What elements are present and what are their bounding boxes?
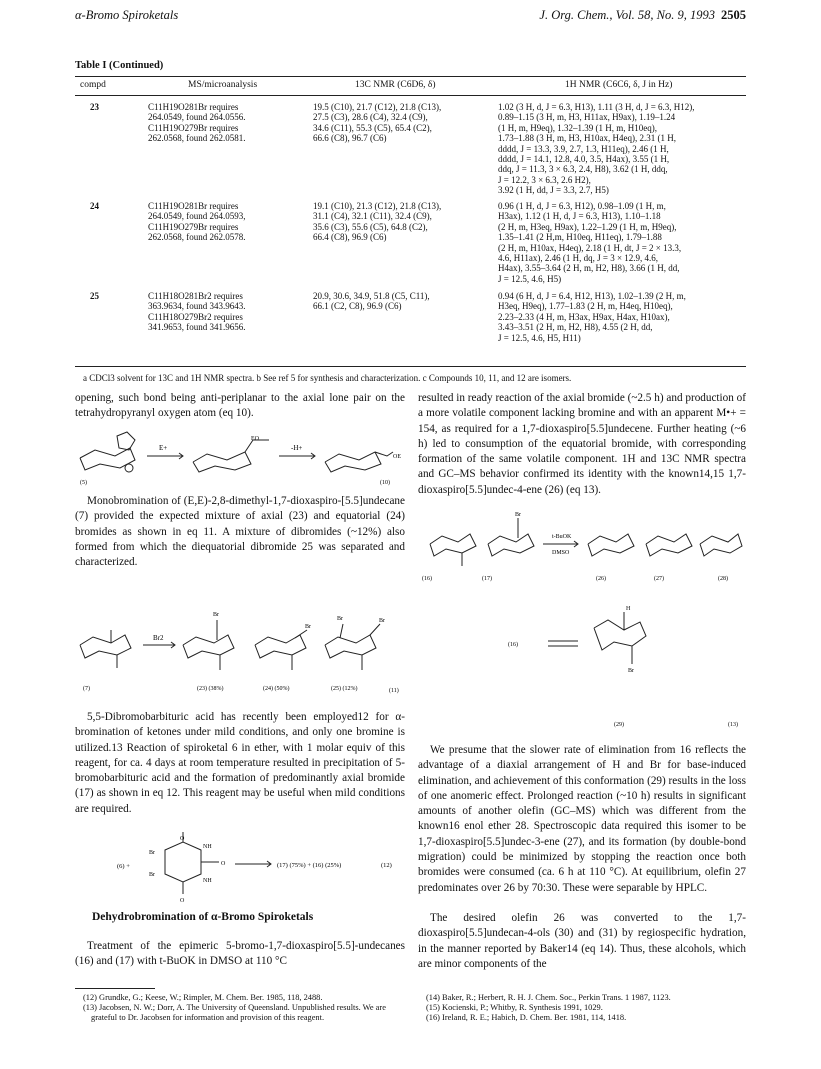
br-label: Br xyxy=(628,668,634,674)
compound-label: (16) xyxy=(422,576,432,582)
dibromide-structure xyxy=(325,635,376,658)
bromide-17-structure xyxy=(488,534,534,556)
br-label: Br xyxy=(213,612,219,618)
compound-label: (23) (38%) xyxy=(197,686,224,692)
axial-bromide-structure xyxy=(183,635,234,658)
reference-item: (13) Jacobsen, N. W.; Dorr, A. The University of Queensland. Unpublished results. We are grateful to Dr. Jacobsen for information and provision of this reagent. xyxy=(83,1003,386,1022)
paragraph-text: opening, such bond being anti-periplanar to the axial lone pair on the tetrahydropyranyl oxygen atom (eq 10). xyxy=(75,392,405,420)
left-para-2 xyxy=(75,494,405,570)
page-number: 2505 xyxy=(721,8,746,22)
h1-cell: 0.96 (1 H, d, J = 6.3, H12), 0.98–1.09 (1 H, m, H3ax), 1.12 (1 H, d, J = 6.3, H13), 1.10–1.18 (2 H, m, H3eq, H9ax), 1.22–1.29 (1 H, m, H9eq), 1.35–1.41 (2 H,m, H10eq, H11eq), 1.79–1.88 (2 H, m, H10ax, H4eq), 2.18 (1 H, dt, J = 2 × 13.3, 4.6, H11ax), 2.46 (1 H, dq, J = 3 × 12.9, 4.6, H4ax), 3.55–3.64 (2 H, m, H2, H8), 3.66 (1 H, dd, J = 12.5, 4.6, H5) xyxy=(498,201,682,284)
br-label: Br xyxy=(149,850,155,856)
oxygen-label: O xyxy=(221,861,226,867)
c13-cell: 19.1 (C10), 21.3 (C12), 21.8 (C13), 31.1 (C4), 32.1 (C11), 32.4 (C9), 35.6 (C3), 55.6 (C5), 64.8 (C2), 66.4 (C8), 96.9 (C6) xyxy=(313,201,442,243)
footnote-rule-left xyxy=(75,988,155,989)
group-label: OE xyxy=(393,454,401,460)
equation-number: (12) xyxy=(381,862,392,869)
nh-label: NH xyxy=(203,844,212,850)
group-label: EO xyxy=(251,436,259,442)
br-label: Br xyxy=(515,512,521,518)
oxygen-label: O xyxy=(180,836,185,842)
col-header-c13: 13C NMR (C6D6, δ) xyxy=(355,80,436,90)
compound-label: (28) xyxy=(718,576,728,582)
ms-cell: C11H19O281Br requires 264.0549, found 264.0556. C11H19O279Br requires 262.0568, found 262.0581. xyxy=(148,102,246,144)
reagent-label: -H+ xyxy=(291,444,303,452)
table-header-rule xyxy=(75,95,746,96)
paragraph-text: Treatment of the epimeric 5-bromo-1,7-dioxaspiro[5.5]-undecanes (16) and (17) with t-BuOK in DMSO at 110 °C xyxy=(75,940,405,968)
paragraph-text: Monobromination of (E,E)-2,8-dimethyl-1,7-dioxaspiro-[5.5]undecane (7) provided the expected mixture of axial (23) and equatorial (24) bromides as shown in eq 11. A mixture of dibromides (~12%) also formed from which the diequatorial dibromide 25 was separated and characterized. xyxy=(75,495,405,569)
c13-cell: 20.9, 30.6, 34.9, 51.8 (C5, C11), 66.1 (C2, C8), 96.9 (C6) xyxy=(313,291,430,312)
reference-item: (14) Baker, R.; Herbert, R. H. J. Chem. Soc., Perkin Trans. 1 1987, 1123. xyxy=(426,993,671,1002)
conformer-29-structure xyxy=(594,620,646,650)
reference-item: (15) Kocienski, P.; Whitby, R. Synthesis 1991, 1029. xyxy=(426,1003,603,1012)
paragraph-text: The desired olefin 26 was converted to the 1,7-dioxaspiro[5.5]undecan-4-ols (30) and (31) by regiospecific hydration, in the manner reported by Baker14 (eq 14). Thus, these alcohols, which are minor components of the xyxy=(418,912,746,970)
reagent-label: Br2 xyxy=(153,634,164,642)
br-label: Br xyxy=(337,616,343,622)
table-bottom-rule xyxy=(75,366,746,367)
left-para-1 xyxy=(75,391,405,422)
compd-id: 25 xyxy=(90,291,99,301)
equation-11-scheme xyxy=(75,600,405,695)
compound-label: (26) xyxy=(596,576,606,582)
c13-cell: 19.5 (C10), 21.7 (C12), 21.8 (C13), 27.5 (C3), 28.6 (C4), 32.4 (C9), 34.6 (C11), 55.3 (C5), 65.4 (C2), 66.6 (C8), 96.7 (C6) xyxy=(313,102,442,144)
compound-label: (25) (12%) xyxy=(331,686,358,692)
equatorial-bromide-structure xyxy=(255,635,306,658)
reference-item: (16) Ireland, R. E.; Habich, D. Chem. Ber. 1981, 114, 1418. xyxy=(426,1013,627,1022)
ms-cell: C11H18O281Br2 requires 363.9634, found 343.9643. C11H18O279Br2 requires 341.9653, found 341.9656. xyxy=(148,291,246,333)
h-label: H xyxy=(626,606,631,612)
ms-cell: C11H19O281Br requires 264.0549, found 264.0593, C11H19O279Br requires 262.0568, found 262.0578. xyxy=(148,201,246,243)
thf-ring-structure xyxy=(117,432,135,450)
equation-13-scheme xyxy=(418,508,746,733)
equation-number: (13) xyxy=(728,722,738,728)
paragraph-text: 5,5-Dibromobarbituric acid has recently been employed12 for α-bromination of ketones under mild conditions, and only one bromine is utilized.13 Reaction of spiroketal 6 in ether, with 1 molar equiv of this reagent, for ca. 4 days at room temperature resulted in precipitation of 5-bromobarbituric acid and the formation of predominantly axial bromide (17) as shown in eq 12. This reagent may be useful when mild conditions are required. xyxy=(75,711,405,815)
right-para-3 xyxy=(418,911,746,972)
compound-label: (27) xyxy=(654,576,664,582)
compd-id: 23 xyxy=(90,102,99,112)
col-header-compd: compd xyxy=(80,80,106,90)
journal-citation: J. Org. Chem., Vol. 58, No. 9, 1993 xyxy=(539,8,715,22)
running-header-right xyxy=(440,8,746,23)
compound-label: (5) xyxy=(80,480,87,486)
compound-label: (29) xyxy=(614,722,624,728)
col-header-h1: 1H NMR (C6C6, δ, J in Hz) xyxy=(565,80,673,90)
equation-10-scheme xyxy=(75,428,405,488)
br-label: Br xyxy=(149,872,155,878)
table-top-rule xyxy=(75,76,746,77)
reagent-label: DMSO xyxy=(552,550,570,556)
product-label: (17) (75%) + (16) (25%) xyxy=(277,862,342,869)
spiroketal-structure xyxy=(80,448,135,470)
enol-ether-28-structure xyxy=(700,534,742,556)
compound-label: (17) xyxy=(482,576,492,582)
compound-label: (16) xyxy=(508,642,518,648)
h1-cell: 0.94 (6 H, d, J = 6.4, H12, H13), 1.02–1.39 (2 H, m, H3eq, H9eq), 1.77–1.83 (2 H, m, H4eq, H10eq), 2.23–2.33 (4 H, m, H3ax, H9ax, H4ax, H10ax), 3.43–3.51 (2 H, m, H2, H8), 4.55 (2 H, dd, J = 12.5, 4.6, H5, H11) xyxy=(498,291,686,343)
spiroketal-structure xyxy=(80,635,131,658)
right-para-1 xyxy=(418,391,746,498)
equation-12-scheme xyxy=(75,832,405,904)
reagent-label: E+ xyxy=(159,444,168,452)
left-para-3 xyxy=(75,710,405,817)
paragraph-text: resulted in ready reaction of the axial bromide (~2.5 h) and production of a more volatile component lacking bromine and with an apparent M•+ = 154, as required for a 1,7-dioxaspiro[5.5]undecene. Further heating (~6 h) led to consumption of the equatorial bromide, with corresponding formation of the same volatile component. 1H and 13C NMR spectra and GC–MS behavior confirmed its identity with the known14,15 1,7-dioxaspiro[5.5]undec-4-ene (26) (eq 13). xyxy=(418,392,746,496)
br-label: Br xyxy=(379,618,385,624)
oxygen-label: O xyxy=(180,898,185,904)
olefin-26-structure xyxy=(588,534,634,556)
running-header-left: α-Bromo Spiroketals xyxy=(75,8,179,22)
compound-label: (7) xyxy=(83,686,90,692)
section-heading: Dehydrobromination of α-Bromo Spiroketals xyxy=(92,911,314,923)
nh-label: NH xyxy=(203,878,212,884)
col-header-ms: MS/microanalysis xyxy=(188,80,258,90)
br-label: Br xyxy=(305,624,311,630)
oxocarbenium-structure xyxy=(193,452,251,472)
table-footnote: a CDCl3 solvent for 13C and 1H NMR spectra. b See ref 5 for synthesis and characterization. c Compounds 10, 11, and 12 are isomers. xyxy=(83,373,572,383)
lone-pair-orbital xyxy=(125,464,133,472)
h1-cell: 1.02 (3 H, d, J = 6.3, H13), 1.11 (3 H, d, J = 6.3, H12), 0.89–1.15 (3 H, m, H3, H11ax, H9ax), 1.19–1.24 (1 H, m, H9eq), 1.32–1.39 (1 H, m, H10eq), 1.73–1.88 (3 H, m, H3, H10ax, H4eq), 2.31 (1 H, dddd, J = 13.3, 3.9, 2.7, 1.3, H11eq), 2.46 (1 H, dddd, J = 14.1, 12.8, 4.0, 3.5, H4ax), 3.55 (1 H, ddq, J = 11.3, 3 × 6.3, 2.4, H8), 3.62 (1 H, ddq, J = 12.2, 3 × 6.3, 2.6 H2), 3.92 (1 H, dd, J = 3.3, 2.7, H5) xyxy=(498,102,695,196)
compd-id: 24 xyxy=(90,201,99,211)
reagent-label: t-BuOK xyxy=(552,534,572,540)
table-title: Table I (Continued) xyxy=(75,60,164,71)
bromide-16-structure xyxy=(430,534,476,556)
olefin-27-structure xyxy=(646,534,692,556)
references-right xyxy=(426,993,746,1023)
dibromobarbituric-acid-structure xyxy=(165,842,201,882)
reactant-label: (6) + xyxy=(117,863,130,870)
right-para-2 xyxy=(418,743,746,896)
reference-item: (12) Grundke, G.; Keese, W.; Rimpler, M. Chem. Ber. 1985, 118, 2488. xyxy=(83,993,323,1002)
equation-number: (10) xyxy=(380,480,390,486)
left-para-4 xyxy=(75,939,405,970)
equation-number: (11) xyxy=(389,688,399,694)
paragraph-text: We presume that the slower rate of elimination from 16 reflects the advantage of a diaxial arrangement of H and Br for base-induced elimination, and achievement of this conformation (29) results in the loss of one anomeric effect. Prolonged reaction (~10 h) results in significant amounts of another olefin (GC–MS) which was different from the known16 enol ether 28. Spectroscopic data required this isomer to be 1,7-dioxaspiro[5.5]undec-3-ene (27), and its formation (by double-bond migration) could be minimized by stopping the reaction once both bromides were consumed (ca. 6 h at 110 °C). At equilibrium, olefin 27 predominates over 26 by 70:30. These were separable by HPLC. xyxy=(418,744,746,894)
product-structure xyxy=(325,452,381,472)
compound-label: (24) (50%) xyxy=(263,686,290,692)
references-left xyxy=(83,993,405,1023)
